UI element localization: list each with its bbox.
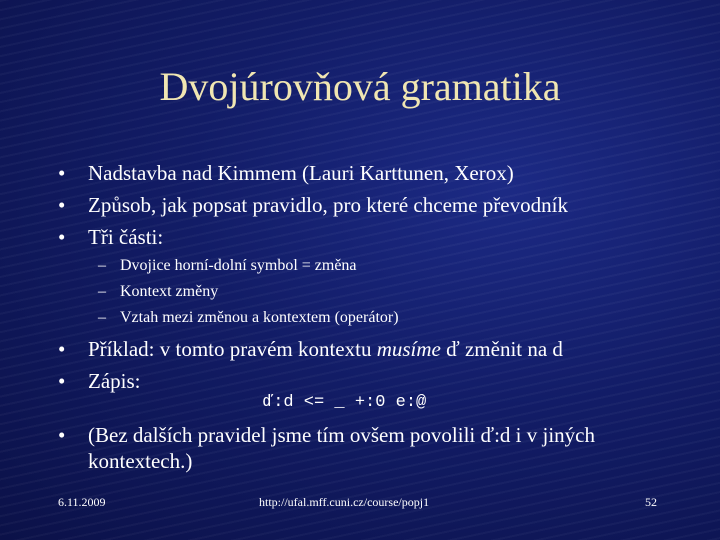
zapis-text: Zápis: (88, 369, 141, 393)
subbullet-text: Kontext změny (120, 283, 219, 300)
example-before: Příklad: v tomto pravém kontextu (88, 337, 377, 361)
subbullet-marker: – (98, 309, 106, 326)
bullet-marker: • (58, 423, 66, 447)
bullet-text: Způsob, jak popsat pravidlo, pro které chceme převodník (88, 193, 568, 217)
bullet-marker: • (58, 369, 66, 393)
bullet-marker: • (58, 337, 66, 361)
bullet-marker: • (58, 225, 66, 249)
rule-code: ď:d <= _ +:0 e:@ (263, 393, 427, 412)
subbullet-marker: – (98, 283, 106, 300)
subbullet-text: Dvojice horní-dolní symbol = změna (120, 257, 357, 274)
example-after: ď změnit na d (440, 337, 563, 361)
footer-date: 6.11.2009 (58, 495, 106, 509)
bullet-text: Tři části: (88, 225, 164, 249)
bullet-marker: • (58, 161, 66, 185)
subbullet-text: Vztah mezi změnou a kontextem (operátor) (120, 309, 399, 326)
slide-title: Dvojúrovňová gramatika (159, 64, 561, 109)
bullet-item-final (58, 422, 658, 478)
example-emphasis: musíme (376, 337, 441, 361)
subbullet-marker: – (98, 257, 106, 274)
bullet-text: Nadstavba nad Kimmem (Lauri Karttunen, Xerox) (88, 161, 514, 185)
footer-url[interactable]: http://ufal.mff.cuni.cz/course/popj1 (259, 495, 430, 509)
final-bullet-text: (Bez dalších pravidel jsme tím ovšem povolili ď:d i v jiných kontextech.) (88, 423, 595, 473)
footer-page-number: 52 (645, 495, 657, 509)
example-text (88, 336, 563, 362)
bullet-marker: • (58, 193, 66, 217)
